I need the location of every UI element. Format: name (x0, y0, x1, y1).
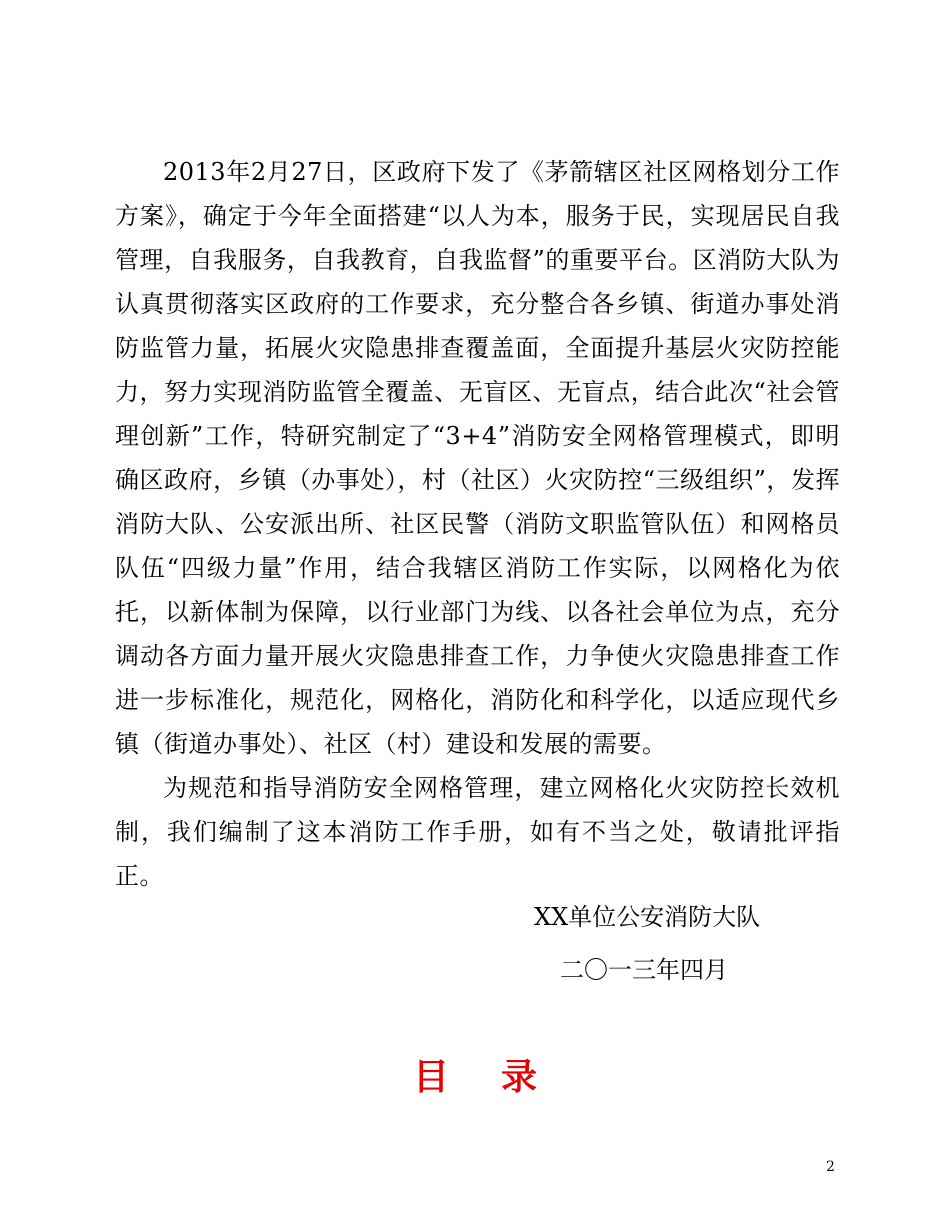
signature-organization: XX单位公安消防大队 (534, 903, 761, 931)
signature-date: 二〇一三年四月 (560, 956, 728, 984)
preface-body (115, 150, 840, 898)
toc-heading: 目录 (412, 1057, 589, 1098)
page-number: 2 (826, 1159, 835, 1175)
preface-paragraph-1: 2013年2月27日，区政府下发了《茅箭辖区社区网格划分工作方案》，确定于今年全面搭建“以人为本，服务于民，实现居民自我管理，自我服务，自我教育，自我监督”的重要平台。区消防大队为认真贯彻落实区政府的工作要求，充分整合各乡镇、街道办事处消防监管力量，拓展火灾隐患排查覆盖面，全面提升基层火灾防控能力，努力实现消防监管全覆盖、无盲区、无盲点，结合此次“社会管理创新”工作，特研究制定了“3+4”消防安全网格管理模式，即明确区政府，乡镇（办事处），村（社区）火灾防控“三级组织”，发挥消防大队、公安派出所、社区民警（消防文职监管队伍）和网格员队伍“四级力量”作用，结合我辖区消防工作实际，以网格化为依托，以新体制为保障，以行业部门为线、以各社会单位为点，充分调动各方面力量开展火灾隐患排查工作，力争使火灾隐患排查工作进一步标准化，规范化，网格化，消防化和科学化，以适应现代乡镇（街道办事处）、社区（村）建设和发展的需要。 (115, 158, 840, 758)
preface-paragraph-2: 为规范和指导消防安全网格管理，建立网格化火灾防控长效机制，我们编制了这本消防工作手册，如有不当之处，敬请批评指正。 (115, 774, 840, 890)
